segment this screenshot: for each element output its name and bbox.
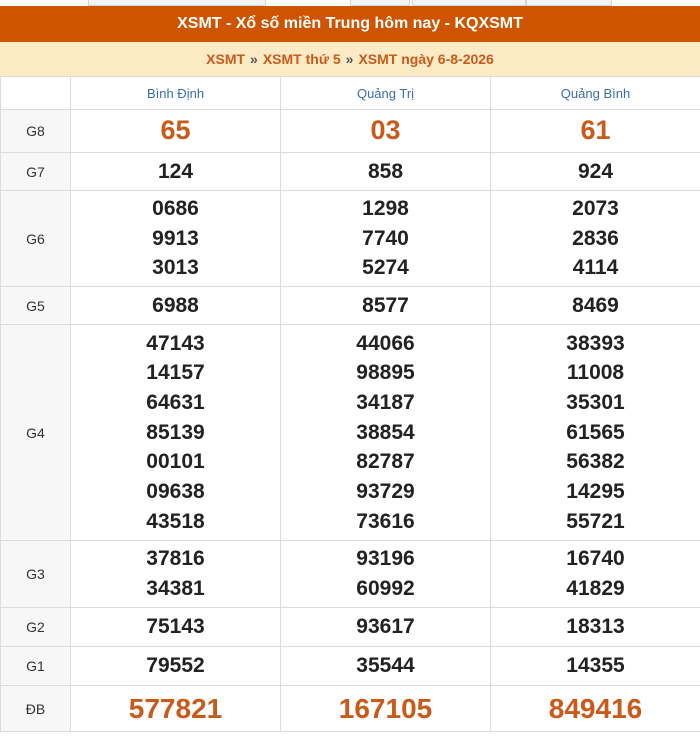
result-number: 16740 (566, 547, 625, 571)
result-cell (491, 541, 700, 608)
result-number: 34187 (356, 390, 415, 414)
result-cell (281, 325, 491, 541)
result-number: 1298 (362, 196, 409, 220)
result-number: 4114 (572, 256, 619, 280)
result-number: 6988 (152, 293, 199, 317)
result-cell (71, 287, 281, 325)
top-tab[interactable] (88, 0, 266, 6)
result-number: 47143 (146, 331, 205, 355)
prize-row (1, 608, 700, 647)
prize-row (1, 686, 700, 732)
result-cell (71, 325, 281, 541)
result-number: 73616 (356, 509, 415, 533)
prize-row (1, 110, 700, 153)
result-number: 56382 (566, 450, 625, 474)
result-number: 35301 (566, 390, 625, 414)
result-cell (71, 541, 281, 608)
result-number: 64631 (146, 390, 205, 414)
result-number: 98895 (356, 361, 415, 385)
result-cell (71, 153, 281, 191)
result-number: 849416 (548, 692, 643, 724)
result-cell (71, 110, 281, 153)
prize-label: G6 (1, 191, 71, 287)
result-number: 18313 (566, 615, 625, 639)
result-cell (491, 686, 700, 732)
prize-label: G1 (1, 647, 71, 686)
result-number: 577821 (128, 692, 223, 724)
result-cell (281, 608, 491, 647)
breadcrumb (0, 42, 700, 76)
province-quang-tri[interactable]: Quảng Trị (281, 77, 491, 110)
result-cell (281, 153, 491, 191)
result-number: 93729 (356, 480, 415, 504)
prize-row (1, 191, 700, 287)
result-cell (71, 608, 281, 647)
result-number: 65 (160, 115, 191, 146)
result-cell (281, 686, 491, 732)
result-number: 61 (580, 115, 611, 146)
result-number: 8577 (362, 293, 409, 317)
result-cell (281, 541, 491, 608)
result-cell (281, 110, 491, 153)
page-title-bar (0, 6, 700, 42)
result-number: 858 (367, 159, 404, 183)
result-number: 03 (370, 115, 401, 146)
breadcrumb-link-weekday[interactable]: XSMT thứ 5 (262, 51, 341, 67)
prize-row (1, 541, 700, 608)
result-number: 44066 (356, 331, 415, 355)
results-table (0, 76, 700, 732)
result-number: 11008 (566, 361, 625, 385)
result-number: 60992 (356, 577, 415, 600)
prize-row (1, 325, 700, 541)
result-number: 75143 (146, 615, 205, 639)
result-number: 9913 (152, 226, 199, 250)
result-cell (491, 325, 700, 541)
result-cell (491, 608, 700, 647)
result-number: 2836 (572, 226, 619, 250)
province-quang-binh[interactable]: Quảng Bình (491, 77, 700, 110)
result-cell (71, 191, 281, 287)
result-number: 35544 (356, 654, 415, 678)
page-title: XSMT - Xổ số miền Trung hôm nay - KQXSMT (177, 15, 523, 32)
prize-label: G5 (1, 287, 71, 325)
top-tab[interactable] (526, 0, 612, 6)
breadcrumb-link-xsmt[interactable]: XSMT (206, 51, 246, 67)
breadcrumb-separator: » (250, 51, 258, 67)
result-number: 3013 (152, 256, 199, 280)
result-number: 93617 (356, 615, 415, 639)
result-cell (71, 686, 281, 732)
province-header-row (1, 77, 700, 110)
result-number: 0686 (152, 196, 199, 220)
prize-label: G8 (1, 110, 71, 153)
result-cell (491, 287, 700, 325)
prize-label: G7 (1, 153, 71, 191)
result-cell (71, 647, 281, 686)
result-cell (491, 191, 700, 287)
result-number: 09638 (146, 480, 205, 504)
result-number: 5274 (362, 256, 409, 280)
result-number: 93196 (356, 547, 415, 571)
result-number: 55721 (566, 509, 625, 533)
result-number: 7740 (362, 226, 409, 250)
result-number: 167105 (338, 692, 433, 724)
result-number: 14355 (566, 654, 625, 678)
result-number: 924 (577, 159, 614, 183)
prize-label: G3 (1, 541, 71, 608)
result-cell (491, 647, 700, 686)
result-number: 14295 (566, 480, 625, 504)
result-number: 38854 (356, 420, 415, 444)
prize-label: ĐB (1, 686, 71, 732)
prize-row (1, 647, 700, 686)
result-number: 14157 (146, 361, 205, 385)
result-number: 2073 (572, 196, 619, 220)
header-corner-cell (1, 77, 71, 110)
result-number: 61565 (566, 420, 625, 444)
result-cell (491, 110, 700, 153)
breadcrumb-separator: » (345, 51, 354, 67)
top-tab[interactable] (350, 0, 410, 6)
result-number: 00101 (146, 450, 205, 474)
top-tab-strip (0, 0, 700, 6)
province-binh-dinh[interactable]: Bình Định (71, 77, 281, 110)
prize-row (1, 287, 700, 325)
result-cell (281, 647, 491, 686)
result-cell (491, 153, 700, 191)
result-number: 41829 (566, 577, 625, 600)
result-cell (281, 287, 491, 325)
result-number: 85139 (146, 420, 205, 444)
breadcrumb-link-date[interactable]: XSMT ngày 6-8-2026 (358, 51, 494, 67)
prize-row (1, 153, 700, 191)
result-number: 37816 (146, 547, 205, 571)
result-number: 8469 (572, 293, 619, 317)
result-number: 34381 (146, 577, 205, 600)
result-number: 43518 (146, 509, 205, 533)
result-number: 38393 (566, 331, 625, 355)
result-cell (281, 191, 491, 287)
result-number: 124 (157, 159, 194, 183)
prize-label: G2 (1, 608, 71, 647)
prize-label: G4 (1, 325, 71, 541)
result-number: 79552 (146, 654, 205, 678)
result-number: 82787 (356, 450, 415, 474)
top-tab[interactable] (412, 0, 526, 6)
